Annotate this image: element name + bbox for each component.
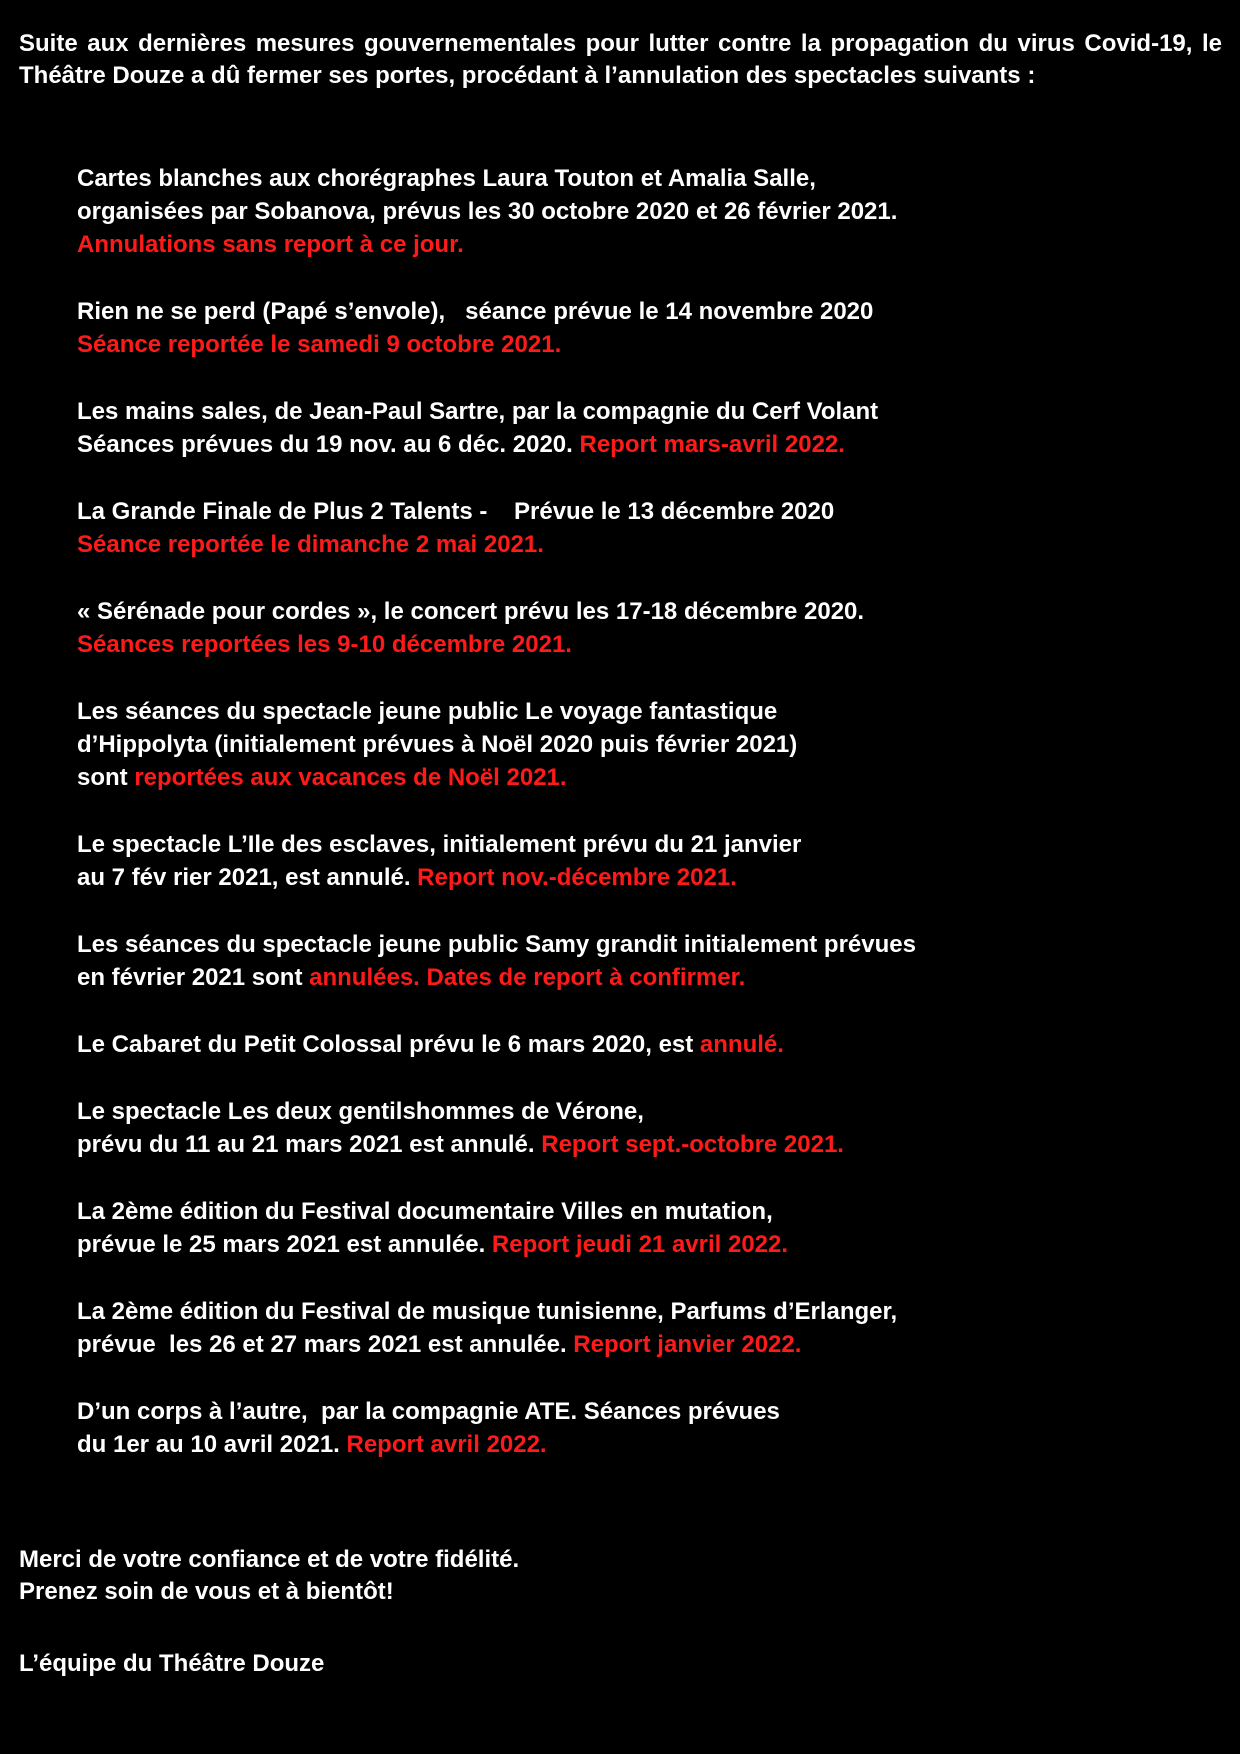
- entry-status: Report sept.-octobre 2021.: [541, 1131, 844, 1158]
- entry-text: du 1er au 10 avril 2021.: [77, 1431, 347, 1458]
- entry-text: prévue les 26 et 27 mars 2021 est annulée.: [77, 1331, 574, 1358]
- show-entry-parfums-erlanger: [77, 1295, 1197, 1361]
- show-entry-ile-des-esclaves: [77, 828, 1197, 894]
- entry-line: organisées par Sobanova, prévus les 30 octobre 2020 et 26 février 2021.: [77, 198, 898, 225]
- show-entry-hippolyta: [77, 695, 1197, 794]
- entry-text: prévu du 11 au 21 mars 2021 est annulé.: [77, 1131, 542, 1158]
- entry-status: Séance reportée le dimanche 2 mai 2021.: [77, 531, 544, 558]
- entry-status: Report avril 2022.: [346, 1431, 547, 1458]
- entry-text: Le Cabaret du Petit Colossal prévu le 6 mars 2020, est: [77, 1031, 700, 1058]
- entry-line: La 2ème édition du Festival documentaire Villes en mutation,: [77, 1198, 773, 1225]
- show-entry-cartes-blanches: [77, 162, 1197, 261]
- entry-line: Les séances du spectacle jeune public Le voyage fantastique: [77, 698, 778, 725]
- entry-status: Annulations sans report à ce jour.: [77, 231, 464, 258]
- closing-line: Merci de votre confiance et de votre fidélité.: [19, 1546, 520, 1573]
- entry-line: [77, 961, 1197, 994]
- signature: L’équipe du Théâtre Douze: [19, 1650, 325, 1677]
- show-entry-cabaret: [77, 1028, 1197, 1061]
- entry-line: Les mains sales, de Jean-Paul Sartre, par la compagnie du Cerf Volant: [77, 398, 879, 425]
- entry-line: [77, 1028, 1197, 1061]
- entry-text: en février 2021 sont: [77, 964, 310, 991]
- entry-status: Report nov.-décembre 2021.: [417, 864, 737, 891]
- show-entry-villes-en-mutation: [77, 1195, 1197, 1261]
- entry-line: Le spectacle L’Ile des esclaves, initialement prévu du 21 janvier: [77, 831, 802, 858]
- entry-status: Séance reportée le samedi 9 octobre 2021.: [77, 331, 562, 358]
- entry-text: prévue le 25 mars 2021 est annulée.: [77, 1231, 492, 1258]
- closing-line: Prenez soin de vous et à bientôt!: [19, 1578, 394, 1605]
- entry-line: [77, 861, 1197, 894]
- entry-status: annulé.: [699, 1031, 784, 1058]
- show-entry-gentilshommes: [77, 1095, 1197, 1161]
- entry-line: Cartes blanches aux chorégraphes Laura Touton et Amalia Salle,: [77, 165, 816, 192]
- entry-line: [77, 1328, 1197, 1361]
- show-entry-samy-grandit: [77, 928, 1197, 994]
- show-entry-grande-finale: [77, 495, 1197, 561]
- entry-line: La 2ème édition du Festival de musique tunisienne, Parfums d’Erlanger,: [77, 1298, 898, 1325]
- intro-paragraph: Suite aux dernières mesures gouvernementales pour lutter contre la propagation du virus Covid-19, le Théâtre Douze a dû fermer ses portes, procédant à l’annulation des spectacles suivants :: [19, 30, 1222, 89]
- entry-line: [77, 1428, 1197, 1461]
- entry-line: d’Hippolyta (initialement prévues à Noël 2020 puis février 2021): [77, 731, 798, 758]
- entry-line: Rien ne se perd (Papé s’envole), séance prévue le 14 novembre 2020: [77, 298, 874, 325]
- entry-line: D’un corps à l’autre, par la compagnie ATE. Séances prévues: [77, 1398, 780, 1425]
- entry-line: « Sérénade pour cordes », le concert prévu les 17-18 décembre 2020.: [77, 598, 865, 625]
- entry-line: Les séances du spectacle jeune public Samy grandit initialement prévues: [77, 931, 916, 958]
- entry-status: Séances reportées les 9-10 décembre 2021.: [77, 631, 572, 658]
- entry-line: [77, 1228, 1197, 1261]
- entry-text: sont: [77, 764, 135, 791]
- closing-message: [19, 1544, 519, 1608]
- entry-line: La Grande Finale de Plus 2 Talents - Prévue le 13 décembre 2020: [77, 498, 835, 525]
- show-entry-serenade: [77, 595, 1197, 661]
- entry-line: [77, 761, 1197, 794]
- entry-status: Report mars-avril 2022.: [579, 431, 845, 458]
- entry-line: Le spectacle Les deux gentilshommes de Vérone,: [77, 1098, 644, 1125]
- entry-line: [77, 428, 1197, 461]
- entry-status: annulées. Dates de report à confirmer.: [309, 964, 746, 991]
- entry-status: Report jeudi 21 avril 2022.: [491, 1231, 789, 1258]
- show-entry-rien-ne-se-perd: [77, 295, 1197, 361]
- entry-text: Séances prévues du 19 nov. au 6 déc. 2020.: [77, 431, 580, 458]
- cancelled-shows-list: [77, 162, 1197, 1495]
- entry-status: Report janvier 2022.: [573, 1331, 802, 1358]
- show-entry-les-mains-sales: [77, 395, 1197, 461]
- entry-line: [77, 1128, 1197, 1161]
- show-entry-dun-corps-a-lautre: [77, 1395, 1197, 1461]
- entry-text: au 7 fév rier 2021, est annulé.: [77, 864, 418, 891]
- entry-status: reportées aux vacances de Noël 2021.: [134, 764, 567, 791]
